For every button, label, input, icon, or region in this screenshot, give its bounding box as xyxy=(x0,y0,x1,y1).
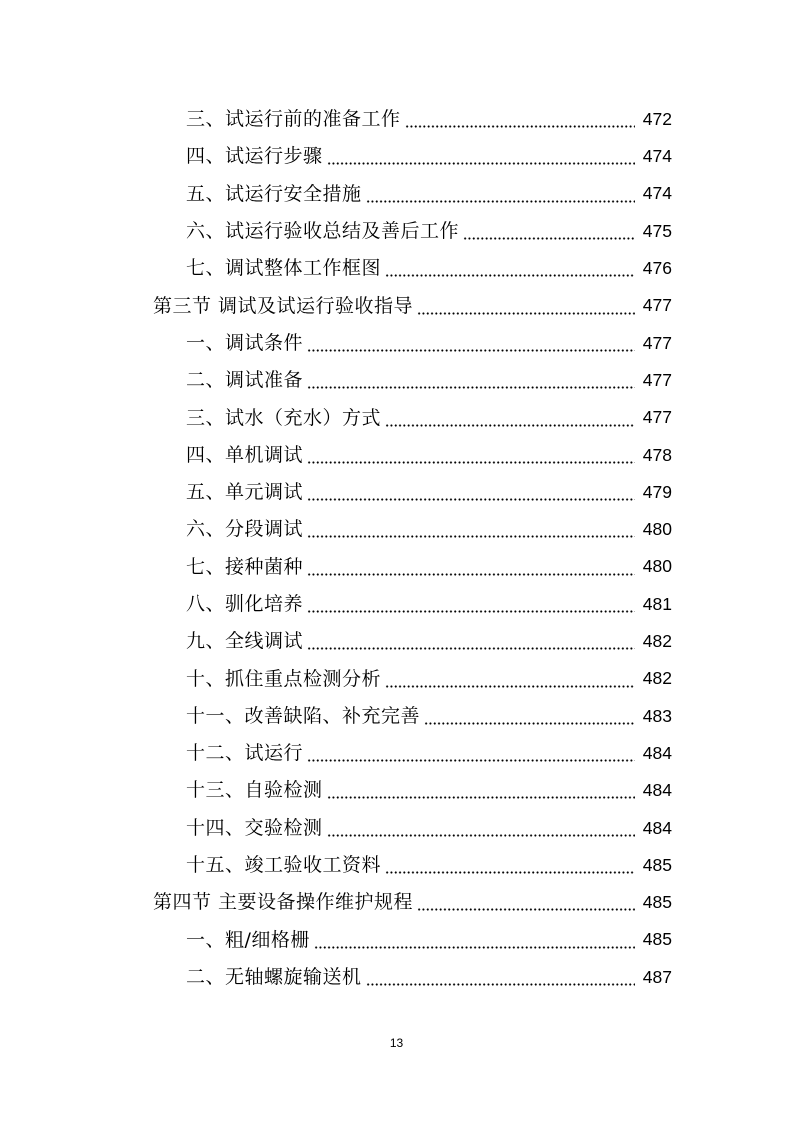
toc-entry[interactable] xyxy=(0,474,793,511)
toc-entry-page-number: 481 xyxy=(642,593,672,614)
toc-entry[interactable] xyxy=(0,213,793,250)
toc-entry-label: 第三节 调试及试运行验收指导 xyxy=(153,294,414,317)
dot-leader xyxy=(307,334,635,353)
dot-leader xyxy=(307,520,635,539)
toc-entry-label: 九、全线调试 xyxy=(186,630,304,653)
toc-entry-label: 第四节 主要设备操作维护规程 xyxy=(153,891,414,914)
dot-leader xyxy=(366,968,635,987)
toc-entry-page-number: 483 xyxy=(642,705,672,726)
toc-entry[interactable] xyxy=(0,399,793,436)
dot-leader xyxy=(424,707,635,726)
toc-entry-page-number: 487 xyxy=(642,966,672,987)
toc-entry-label: 二、调试准备 xyxy=(186,369,304,392)
toc-entry[interactable] xyxy=(0,586,793,623)
toc-entry-page-number: 484 xyxy=(642,780,672,801)
toc-entry[interactable] xyxy=(0,660,793,697)
toc-entry-label: 三、试运行前的准备工作 xyxy=(186,108,401,131)
toc-entry-label: 八、驯化培养 xyxy=(186,593,304,615)
dot-leader xyxy=(366,185,635,204)
toc-entry[interactable] xyxy=(0,101,793,138)
toc-entry-page-number: 485 xyxy=(642,892,672,913)
toc-entry[interactable] xyxy=(0,138,793,175)
toc-entry[interactable] xyxy=(0,735,793,772)
toc-entry-label: 一、粗/细格栅 xyxy=(186,928,310,951)
toc-entry-page-number: 482 xyxy=(642,668,672,689)
toc-entry[interactable] xyxy=(0,549,793,586)
dot-leader xyxy=(463,222,635,241)
dot-leader xyxy=(385,856,635,875)
toc-entry-page-number: 479 xyxy=(642,481,672,502)
dot-leader xyxy=(327,781,635,800)
toc-entry-page-number: 474 xyxy=(642,183,672,204)
toc-entry[interactable] xyxy=(0,362,793,399)
dot-leader xyxy=(307,371,635,390)
toc-entry-label: 六、试运行验收总结及善后工作 xyxy=(186,220,460,243)
dot-leader xyxy=(327,147,635,166)
toc-entry-page-number: 476 xyxy=(642,258,672,279)
toc-entry-label: 四、单机调试 xyxy=(186,443,304,466)
dot-leader xyxy=(405,110,635,129)
toc-section-entry[interactable] xyxy=(0,287,793,324)
toc-entry[interactable] xyxy=(0,250,793,287)
toc-entry-page-number: 474 xyxy=(642,146,672,167)
toc-entry-page-number: 485 xyxy=(642,854,672,875)
toc-entry-label: 七、接种菌种 xyxy=(186,555,304,578)
table-of-contents xyxy=(0,101,793,996)
dot-leader xyxy=(385,259,635,278)
toc-entry-label: 六、分段调试 xyxy=(186,518,304,541)
toc-entry[interactable] xyxy=(0,176,793,213)
toc-entry[interactable] xyxy=(0,959,793,996)
toc-entry-label: 一、调试条件 xyxy=(186,331,304,354)
toc-entry-page-number: 477 xyxy=(642,407,672,428)
toc-entry-page-number: 485 xyxy=(642,929,672,950)
toc-entry-label: 十四、交验检测 xyxy=(186,816,323,839)
toc-entry-page-number: 480 xyxy=(642,556,672,577)
toc-entry-page-number: 475 xyxy=(642,220,672,241)
toc-entry-page-number: 484 xyxy=(642,742,672,763)
toc-entry-page-number: 482 xyxy=(642,631,672,652)
toc-entry-label: 二、无轴螺旋输送机 xyxy=(186,965,362,988)
dot-leader xyxy=(385,409,635,428)
toc-entry[interactable] xyxy=(0,698,793,735)
toc-entry[interactable] xyxy=(0,437,793,474)
dot-leader xyxy=(314,931,635,950)
toc-entry-page-number: 484 xyxy=(642,817,672,838)
toc-entry[interactable] xyxy=(0,810,793,847)
dot-leader xyxy=(417,893,635,912)
toc-entry-label: 十一、改善缺陷、补充完善 xyxy=(186,704,421,727)
dot-leader xyxy=(307,483,635,502)
dot-leader xyxy=(385,670,635,689)
toc-entry-page-number: 477 xyxy=(642,369,672,390)
toc-entry-label: 五、单元调试 xyxy=(186,481,304,504)
toc-section-entry[interactable] xyxy=(0,884,793,921)
toc-entry[interactable] xyxy=(0,847,793,884)
toc-entry-page-number: 477 xyxy=(642,332,672,353)
toc-entry-page-number: 480 xyxy=(642,519,672,540)
toc-entry[interactable] xyxy=(0,325,793,362)
toc-entry[interactable] xyxy=(0,922,793,959)
toc-entry[interactable] xyxy=(0,772,793,809)
toc-entry-label: 七、调试整体工作框图 xyxy=(186,257,382,280)
toc-entry-label: 三、试水（充水）方式 xyxy=(186,406,382,429)
toc-entry-label: 十、抓住重点检测分析 xyxy=(186,667,382,690)
toc-entry[interactable] xyxy=(0,511,793,548)
toc-entry-label: 十二、试运行 xyxy=(186,742,304,765)
toc-entry[interactable] xyxy=(0,623,793,660)
toc-entry-label: 四、试运行步骤 xyxy=(186,145,323,168)
toc-entry-label: 十三、自验检测 xyxy=(186,779,323,802)
toc-entry-label: 五、试运行安全措施 xyxy=(186,182,362,205)
dot-leader xyxy=(327,819,635,838)
toc-entry-page-number: 478 xyxy=(642,444,672,465)
dot-leader xyxy=(307,632,635,651)
dot-leader xyxy=(307,558,635,577)
dot-leader xyxy=(307,446,635,465)
dot-leader xyxy=(307,744,635,763)
dot-leader xyxy=(307,595,635,614)
dot-leader xyxy=(417,297,635,316)
toc-entry-label: 十五、竣工验收工资料 xyxy=(186,854,382,877)
page-number: 13 xyxy=(389,1036,404,1050)
toc-entry-page-number: 472 xyxy=(642,108,672,129)
toc-entry-page-number: 477 xyxy=(642,295,672,316)
